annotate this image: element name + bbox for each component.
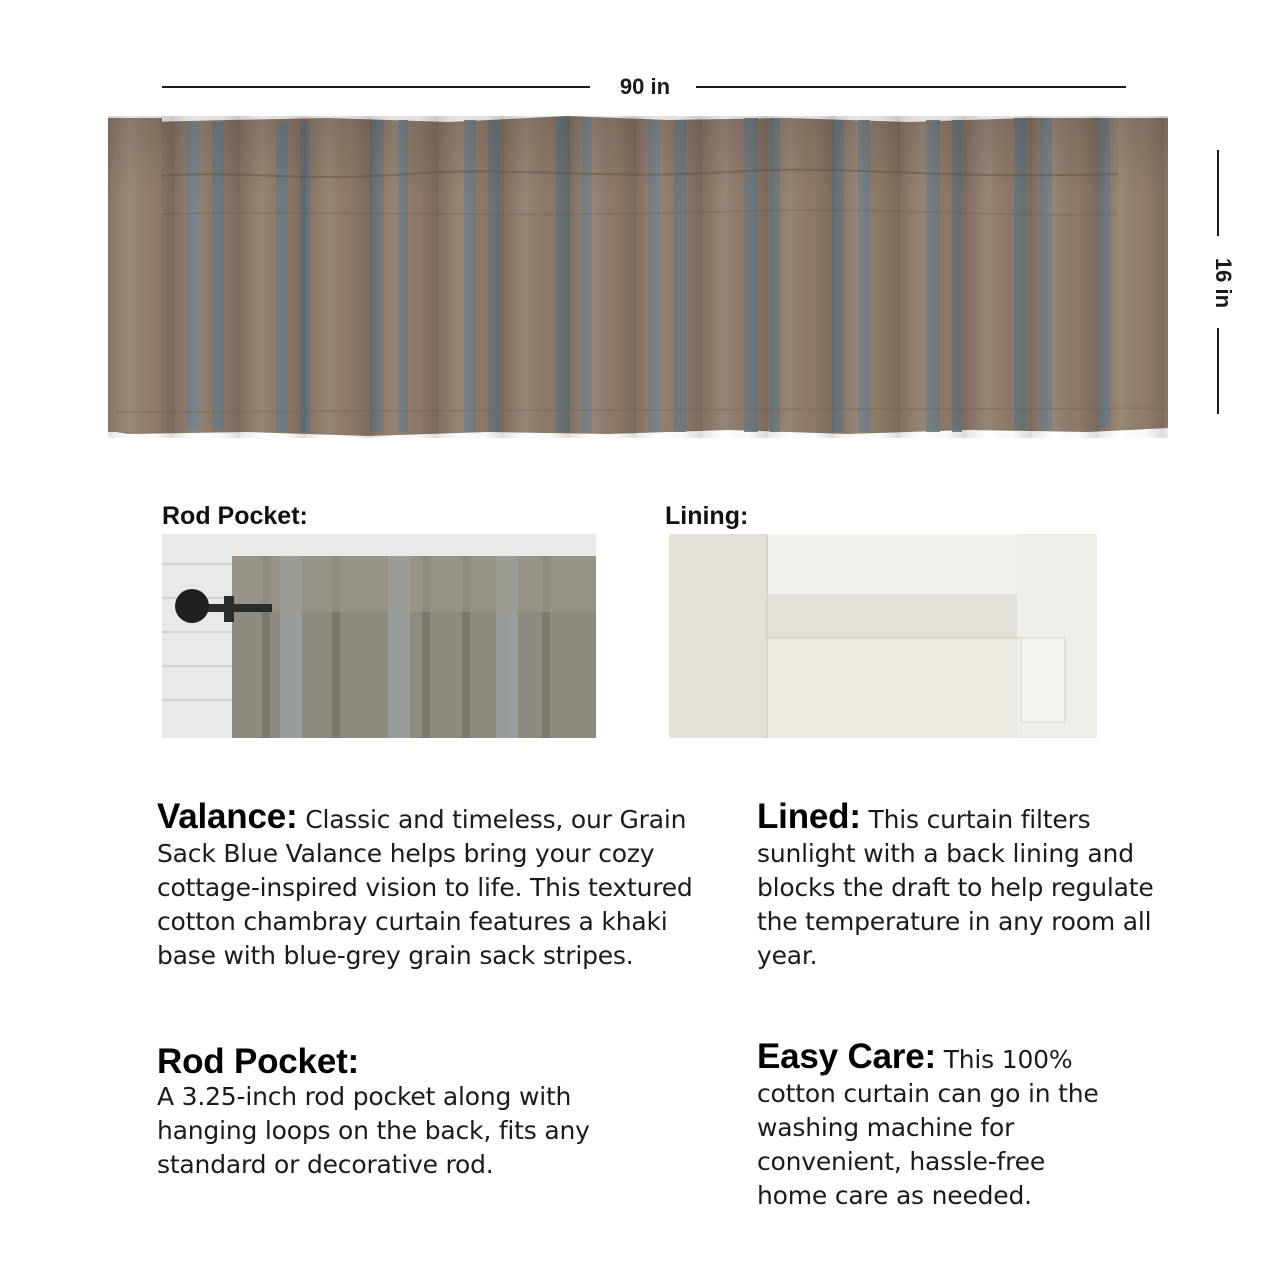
feature-rod-pocket-heading: Rod Pocket: <box>157 1042 359 1081</box>
lining-detail-image <box>669 534 1097 738</box>
height-dimension-label: 16 in <box>1211 257 1236 309</box>
height-dimension-line-top <box>1217 150 1219 236</box>
width-dimension-line-right <box>696 86 1126 88</box>
width-dimension-label: 90 in <box>619 74 671 99</box>
feature-easy-care-heading: Easy Care: <box>757 1037 936 1076</box>
rod-pocket-detail-title: Rod Pocket: <box>162 502 308 530</box>
feature-easy-care-body: This 100% cotton curtain can go in the washing machine for convenient, hassle-free home care as needed. <box>757 1045 1099 1210</box>
height-dimension-line-bottom <box>1217 328 1219 414</box>
lining-detail-title: Lining: <box>665 502 749 530</box>
feature-lined-heading: Lined: <box>757 797 861 836</box>
feature-lined-body: This curtain filters sunlight with a back lining and blocks the draft to help regulate the temperature in any room all year. <box>757 805 1154 970</box>
feature-rod-pocket <box>157 1040 617 1182</box>
feature-valance-body: Classic and timeless, our Grain Sack Blue Valance helps bring your cozy cottage-inspired vision to life. This textured cotton chambray curtain features a khaki base with blue-grey grain sack stripes. <box>157 805 693 970</box>
width-dimension-line-left <box>162 86 590 88</box>
feature-valance-heading: Valance: <box>157 797 298 836</box>
valance-product-image <box>108 116 1168 438</box>
feature-rod-pocket-body: A 3.25-inch rod pocket along with hanging loops on the back, fits any standard or decorative rod. <box>157 1082 590 1179</box>
feature-lined <box>757 797 1177 973</box>
rod-pocket-detail-image <box>162 534 596 738</box>
feature-easy-care <box>757 1037 1117 1213</box>
feature-valance <box>157 797 717 973</box>
